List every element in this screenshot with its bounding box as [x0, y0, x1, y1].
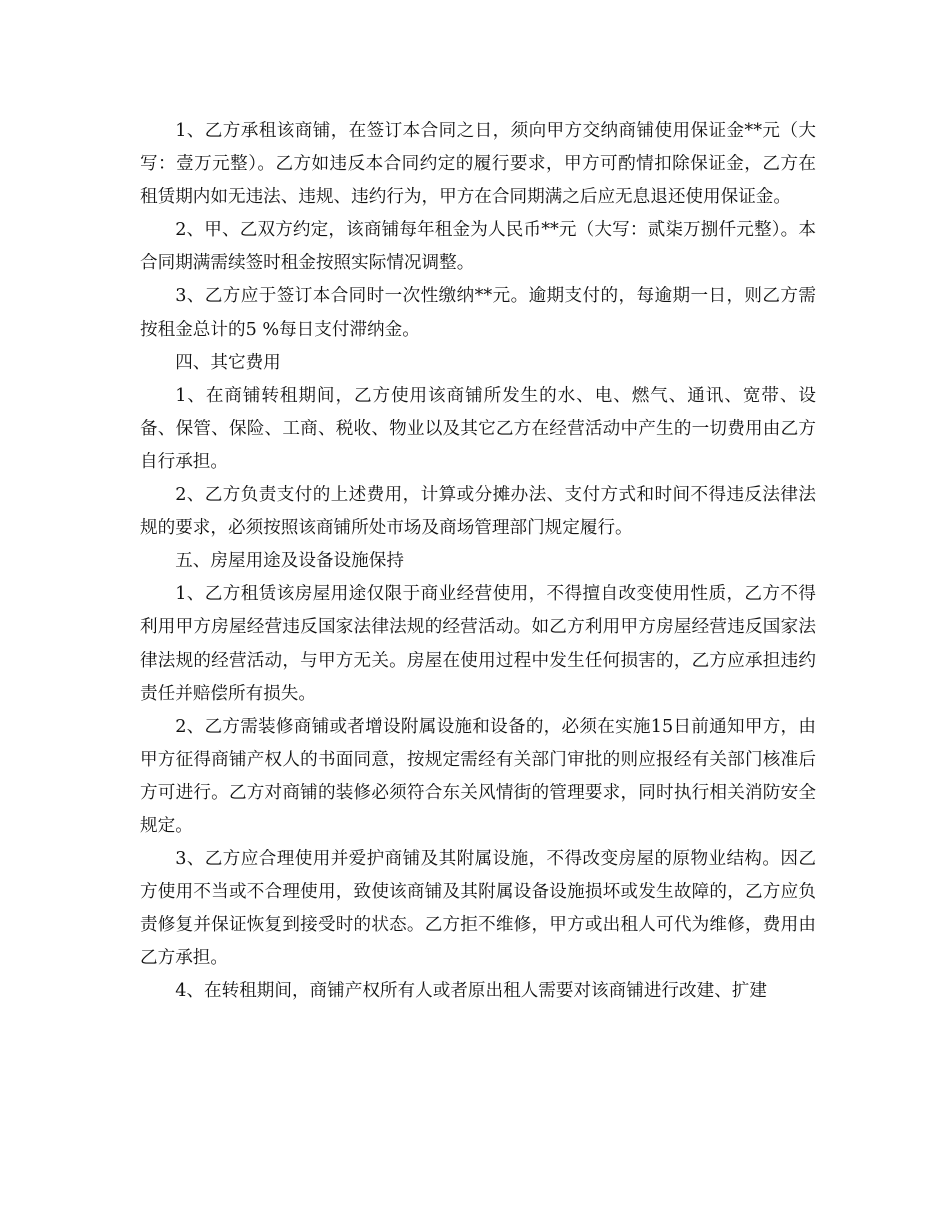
- section-heading-other-fees: 四、其它费用: [175, 352, 281, 373]
- document-page: [140, 115, 816, 1009]
- clause-fees-rules: 2、乙方负责支付的上述费用，计算或分摊办法、支付方式和时间不得违反法律法规的要求，必须按照该商铺所处市场及商场管理部门规定履行。: [140, 485, 816, 539]
- clause-fees-borne: 1、在商铺转租期间，乙方使用该商铺所发生的水、电、燃气、通讯、宽带、设备、保管、保险、工商、税收、物业以及其它乙方在经营活动中产生的一切费用由乙方自行承担。: [140, 385, 816, 472]
- clause-renovation: 2、乙方需装修商铺或者增设附属设施和设备的，必须在实施15日前通知甲方，由甲方征得商铺产权人的书面同意，按规定需经有关部门审批的则应报经有关部门核准后方可进行。乙方对商铺的装修必须符合东关风情街的管理要求，同时执行相关消防安全规定。: [140, 716, 816, 836]
- clause-reconstruction: 4、在转租期间，商铺产权所有人或者原出租人需要对该商铺进行改建、扩建: [175, 981, 767, 1002]
- clause-deposit: 1、乙方承租该商铺，在签订本合同之日，须向甲方交纳商铺使用保证金**元（大写：壹万元整）。乙方如违反本合同约定的履行要求，甲方可酌情扣除保证金，乙方在租赁期内如无违法、违规、违约行为，甲方在合同期满之后应无息退还使用保证金。: [140, 121, 816, 208]
- clause-usage-limit: 1、乙方租赁该房屋用途仅限于商业经营使用，不得擅自改变使用性质，乙方不得利用甲方房屋经营违反国家法律法规的经营活动。如乙方利用甲方房屋经营违反国家法律法规的经营活动，与甲方无关。房屋在使用过程中发生任何损害的，乙方应承担违约责任并赔偿所有损失。: [140, 584, 816, 704]
- clause-maintenance: 3、乙方应合理使用并爱护商铺及其附属设施，不得改变房屋的原物业结构。因乙方使用不当或不合理使用，致使该商铺及其附属设备设施损坏或发生故障的，乙方应负责修复并保证恢复到接受时的状态。乙方拒不维修，甲方或出租人可代为维修，费用由乙方承担。: [140, 849, 816, 969]
- clause-annual-rent: 2、甲、乙双方约定，该商铺每年租金为人民币**元（大写：贰柒万捌仟元整）。本合同期满需续签时租金按照实际情况调整。: [140, 220, 816, 274]
- clause-payment: 3、乙方应于签订本合同时一次性缴纳**元。逾期支付的，每逾期一日，则乙方需按租金总计的5 %每日支付滞纳金。: [140, 286, 816, 340]
- section-heading-usage: 五、房屋用途及设备设施保持: [175, 551, 404, 572]
